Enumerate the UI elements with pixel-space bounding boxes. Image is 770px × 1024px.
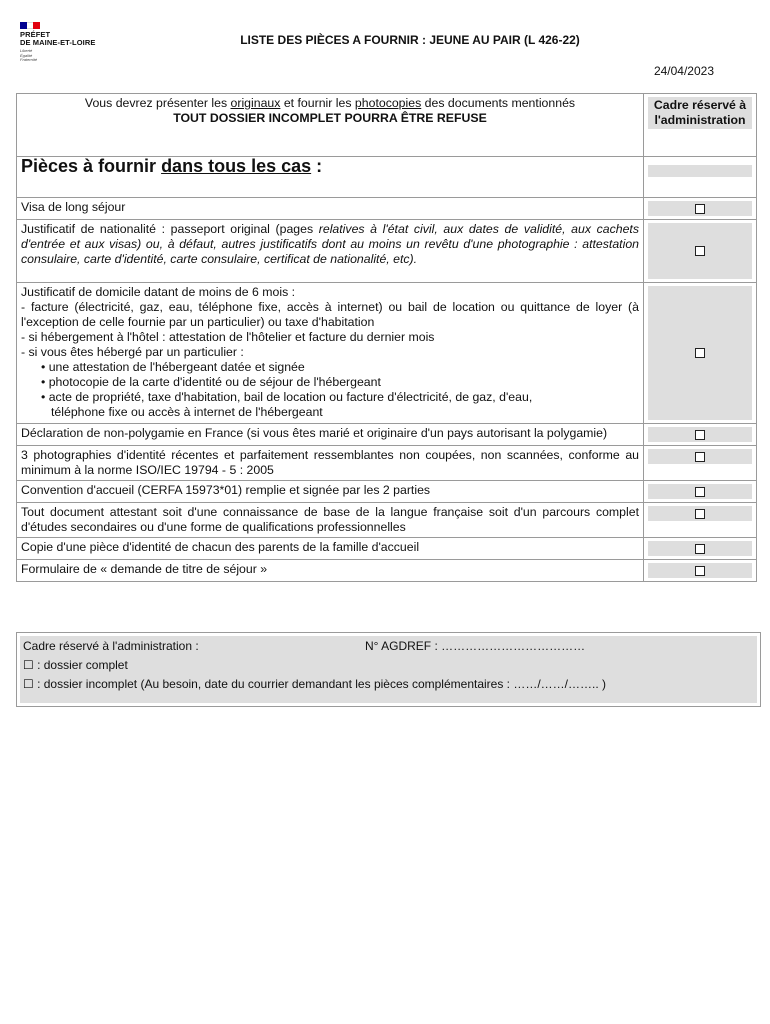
checkbox-icon[interactable] <box>695 430 705 440</box>
checkbox-icon[interactable] <box>695 204 705 214</box>
table-row <box>17 220 757 283</box>
checkbox-icon[interactable] <box>695 487 705 497</box>
checkbox-icon[interactable] <box>695 566 705 576</box>
logo-motto: Liberté Égalité Fraternité <box>20 48 38 62</box>
item-visa: Visa de long séjour <box>17 198 644 220</box>
item-form: Formulaire de « demande de titre de séjour » <box>17 560 644 582</box>
checkbox-icon[interactable] <box>695 544 705 554</box>
table-row <box>17 538 757 560</box>
admin-footer-label: Cadre réservé à l'administration : <box>23 639 199 653</box>
table-row <box>17 503 757 538</box>
item-domicile: Justificatif de domicile datant de moins de 6 mois : - facture (électricité, gaz, eau, téléphone fixe, accès à internet) ou bail de location ou quittance de loyer (à l'exception de celle fournie par un particulier) ou taxe d'habitation - si hébergement à l'hôtel : attestation de l'hôtelier et facture du dernier mois - si vous êtes hébergé par un particulier : • une attestation de l'hébergeant datée et signée • photocopie de la carte d'identité ou de séjour de l'hébergeant • acte de propriété, taxe d'habitation, bail de location ou facture d'électricité, de gaz, d'eau, téléphone fixe ou accès à internet de l'hébergeant <box>17 283 644 424</box>
dossier-complete-option[interactable]: ☐ : dossier complet <box>23 658 128 672</box>
documents-table <box>16 93 757 582</box>
table-row <box>17 198 757 220</box>
marianne-flag-icon <box>20 22 40 29</box>
logo-line2: DE MAINE-ET-LOIRE <box>20 38 96 47</box>
item-convention: Convention d'accueil (CERFA 15973*01) remplie et signée par les 2 parties <box>17 481 644 503</box>
table-row <box>17 424 757 446</box>
checkbox-icon[interactable] <box>695 452 705 462</box>
dossier-incomplete-option[interactable]: ☐ : dossier incomplet (Au besoin, date du courrier demandant les pièces complémentaires : ……/……/…….. ) <box>23 677 607 691</box>
item-photos: 3 photographies d'identité récentes et parfaitement ressemblantes non coupées, non scannées, conforme au minimum à la norme ISO/IEC 19794 - 5 : 2005 <box>17 446 644 481</box>
admin-footer-box <box>16 632 761 707</box>
section-row <box>17 157 757 198</box>
item-parents-id: Copie d'une pièce d'identité de chacun des parents de la famille d'accueil <box>17 538 644 560</box>
table-row <box>17 283 757 424</box>
item-polygamy: Déclaration de non-polygamie en France (si vous êtes marié et originaire d'un pays autorisant la polygamie) <box>17 424 644 446</box>
intro-row <box>17 94 757 157</box>
incomplete-warning: TOUT DOSSIER INCOMPLET POURRA ÊTRE REFUSE <box>173 111 487 125</box>
admin-header: Cadre réservé à l'administration <box>648 97 752 129</box>
table-row <box>17 560 757 582</box>
intro-cell: Vous devrez présenter les originaux et fournir les photocopies des documents mentionnés TOUT DOSSIER INCOMPLET POURRA ÊTRE REFUSE <box>17 94 644 157</box>
document-title: LISTE DES PIÈCES A FOURNIR : JEUNE AU PAIR (L 426-22) <box>240 33 580 47</box>
table-row <box>17 446 757 481</box>
document-date: 24/04/2023 <box>653 64 714 78</box>
section-title: Pièces à fournir dans tous les cas : <box>17 157 644 198</box>
agdref-field: N° AGDREF : ……………………………… <box>365 639 586 653</box>
checkbox-icon[interactable] <box>695 509 705 519</box>
table-row <box>17 481 757 503</box>
admin-header-cell <box>644 94 757 157</box>
checkbox-icon[interactable] <box>695 246 705 256</box>
item-nationality: Justificatif de nationalité : passeport original (pages relatives à l'état civil, aux dates de validité, aux cachets d'entrée et aux visas) ou, à défaut, autres justificatifs dont au moins un revêtu d'une photographie : attestation consulaire, carte d'identité, carte consulaire, certificat de nationalité, etc). <box>17 220 644 283</box>
checkbox-icon[interactable] <box>695 348 705 358</box>
item-language: Tout document attestant soit d'une connaissance de base de la langue française soit d'un parcours complet d'études secondaires ou d'une forme de qualifications professionnelles <box>17 503 644 538</box>
admin-cell <box>644 157 757 198</box>
logo-line1: PRÉFET <box>20 30 51 39</box>
